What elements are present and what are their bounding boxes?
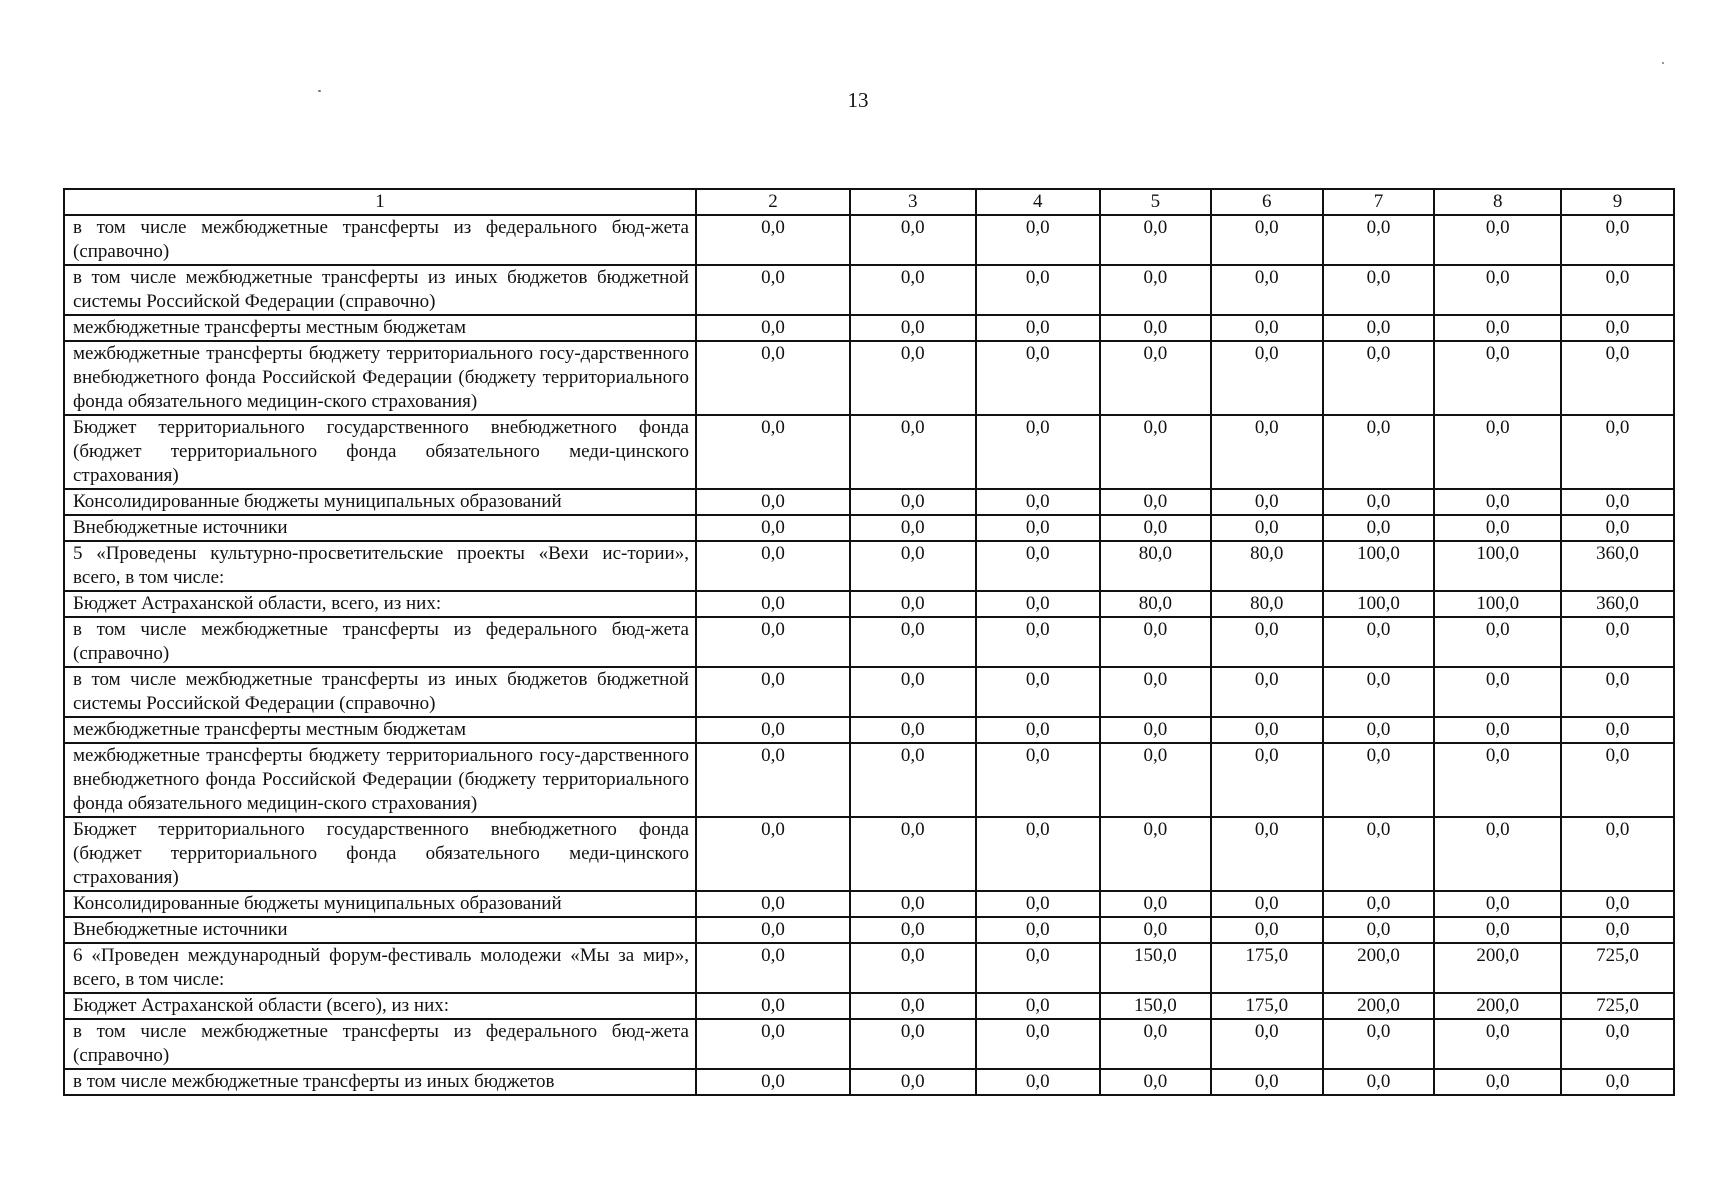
- header-row: [64, 189, 1674, 215]
- value-cell: 0,0: [850, 1069, 976, 1095]
- row-label: Консолидированные бюджеты муниципальных образований: [64, 891, 696, 917]
- value-cell: 100,0: [1323, 591, 1435, 617]
- value-cell: 200,0: [1434, 943, 1561, 993]
- table-row: [64, 743, 1674, 817]
- value-cell: 0,0: [1211, 341, 1323, 415]
- value-cell: 0,0: [1323, 891, 1435, 917]
- value-cell: 0,0: [696, 415, 850, 489]
- value-cell: 0,0: [696, 891, 850, 917]
- row-label: Бюджет Астраханской области, всего, из них:: [64, 591, 696, 617]
- value-cell: 0,0: [1561, 743, 1674, 817]
- value-cell: 0,0: [1434, 667, 1561, 717]
- value-cell: 0,0: [1434, 489, 1561, 515]
- value-cell: 0,0: [976, 1019, 1100, 1069]
- value-cell: 0,0: [850, 515, 976, 541]
- value-cell: 0,0: [850, 667, 976, 717]
- value-cell: 0,0: [1211, 1019, 1323, 1069]
- value-cell: 0,0: [1561, 265, 1674, 315]
- value-cell: 0,0: [850, 215, 976, 265]
- value-cell: 0,0: [1211, 717, 1323, 743]
- value-cell: 80,0: [1100, 541, 1211, 591]
- value-cell: 0,0: [976, 667, 1100, 717]
- value-cell: 0,0: [976, 943, 1100, 993]
- value-cell: 0,0: [1434, 743, 1561, 817]
- value-cell: 0,0: [850, 943, 976, 993]
- value-cell: 0,0: [1434, 215, 1561, 265]
- value-cell: 0,0: [976, 817, 1100, 891]
- scan-speck: [1662, 62, 1664, 64]
- value-cell: 100,0: [1323, 541, 1435, 591]
- row-label: Бюджет Астраханской области (всего), из них:: [64, 993, 696, 1019]
- value-cell: 0,0: [1561, 717, 1674, 743]
- value-cell: 0,0: [850, 917, 976, 943]
- value-cell: 0,0: [1323, 667, 1435, 717]
- table-row: [64, 993, 1674, 1019]
- value-cell: 0,0: [1323, 1069, 1435, 1095]
- value-cell: 0,0: [1323, 489, 1435, 515]
- value-cell: 0,0: [850, 541, 976, 591]
- value-cell: 0,0: [1434, 1019, 1561, 1069]
- row-label: межбюджетные трансферты бюджету территориального госу-дарственного внебюджетного фонда Российской Федерации (бюджету территориального фонда обязательного медицин-ского страхования): [64, 743, 696, 817]
- value-cell: 0,0: [976, 489, 1100, 515]
- value-cell: 0,0: [696, 817, 850, 891]
- value-cell: 725,0: [1561, 993, 1674, 1019]
- value-cell: 100,0: [1434, 591, 1561, 617]
- table-row: [64, 215, 1674, 265]
- column-header: 4: [976, 189, 1100, 215]
- table-row: [64, 1019, 1674, 1069]
- value-cell: 0,0: [696, 215, 850, 265]
- value-cell: 0,0: [850, 891, 976, 917]
- value-cell: 0,0: [1211, 315, 1323, 341]
- value-cell: 200,0: [1323, 993, 1435, 1019]
- value-cell: 0,0: [1100, 667, 1211, 717]
- column-header: 8: [1434, 189, 1561, 215]
- value-cell: 0,0: [1211, 891, 1323, 917]
- value-cell: 0,0: [1434, 717, 1561, 743]
- value-cell: 0,0: [976, 717, 1100, 743]
- value-cell: 0,0: [696, 265, 850, 315]
- value-cell: 0,0: [1100, 717, 1211, 743]
- value-cell: 0,0: [1211, 265, 1323, 315]
- value-cell: 0,0: [1561, 489, 1674, 515]
- value-cell: 0,0: [1561, 515, 1674, 541]
- value-cell: 0,0: [850, 265, 976, 315]
- table-row: [64, 817, 1674, 891]
- value-cell: 0,0: [1434, 265, 1561, 315]
- value-cell: 0,0: [850, 817, 976, 891]
- value-cell: 0,0: [1434, 917, 1561, 943]
- value-cell: 0,0: [1100, 1019, 1211, 1069]
- value-cell: 360,0: [1561, 541, 1674, 591]
- value-cell: 0,0: [1561, 817, 1674, 891]
- value-cell: 0,0: [976, 215, 1100, 265]
- value-cell: 0,0: [1211, 817, 1323, 891]
- value-cell: 0,0: [976, 315, 1100, 341]
- value-cell: 0,0: [976, 1069, 1100, 1095]
- value-cell: 0,0: [976, 993, 1100, 1019]
- row-label: Бюджет территориального государственного внебюджетного фонда (бюджет территориального фонда обязательного меди-цинского страхования): [64, 415, 696, 489]
- value-cell: 0,0: [696, 1069, 850, 1095]
- value-cell: 0,0: [1100, 817, 1211, 891]
- row-label: межбюджетные трансферты бюджету территориального госу-дарственного внебюджетного фонда Российской Федерации (бюджету территориального фонда обязательного медицин-ского страхования): [64, 341, 696, 415]
- value-cell: 0,0: [1211, 617, 1323, 667]
- column-header: 5: [1100, 189, 1211, 215]
- value-cell: 0,0: [1211, 489, 1323, 515]
- value-cell: 0,0: [1323, 265, 1435, 315]
- value-cell: 0,0: [976, 617, 1100, 667]
- value-cell: 360,0: [1561, 591, 1674, 617]
- value-cell: 0,0: [1561, 667, 1674, 717]
- table-row: [64, 515, 1674, 541]
- table-row: [64, 591, 1674, 617]
- value-cell: 0,0: [1561, 1019, 1674, 1069]
- row-label: межбюджетные трансферты местным бюджетам: [64, 315, 696, 341]
- value-cell: 0,0: [696, 743, 850, 817]
- table-row: [64, 917, 1674, 943]
- value-cell: 0,0: [976, 341, 1100, 415]
- value-cell: 200,0: [1434, 993, 1561, 1019]
- table-row: [64, 265, 1674, 315]
- value-cell: 0,0: [1211, 743, 1323, 817]
- value-cell: 0,0: [1561, 315, 1674, 341]
- value-cell: 0,0: [1561, 1069, 1674, 1095]
- row-label: в том числе межбюджетные трансферты из иных бюджетов бюджетной системы Российской Федерации (справочно): [64, 667, 696, 717]
- column-header: 6: [1211, 189, 1323, 215]
- value-cell: 0,0: [1323, 743, 1435, 817]
- row-label: Бюджет территориального государственного внебюджетного фонда (бюджет территориального фонда обязательного меди-цинского страхования): [64, 817, 696, 891]
- value-cell: 0,0: [1434, 617, 1561, 667]
- table-body: [64, 215, 1674, 1095]
- table-row: [64, 341, 1674, 415]
- value-cell: 0,0: [1100, 215, 1211, 265]
- table-row: [64, 541, 1674, 591]
- column-header: 3: [850, 189, 976, 215]
- value-cell: 0,0: [696, 1019, 850, 1069]
- value-cell: 0,0: [1100, 489, 1211, 515]
- value-cell: 0,0: [850, 415, 976, 489]
- value-cell: 0,0: [1100, 743, 1211, 817]
- value-cell: 0,0: [696, 993, 850, 1019]
- row-label: 5 «Проведены культурно-просветительские проекты «Вехи ис-тории», всего, в том числе:: [64, 541, 696, 591]
- value-cell: 0,0: [850, 617, 976, 667]
- value-cell: 0,0: [1323, 315, 1435, 341]
- value-cell: 0,0: [696, 315, 850, 341]
- value-cell: 0,0: [696, 943, 850, 993]
- value-cell: 0,0: [1211, 515, 1323, 541]
- value-cell: 0,0: [850, 315, 976, 341]
- table-row: [64, 667, 1674, 717]
- table-row: [64, 943, 1674, 993]
- value-cell: 0,0: [696, 617, 850, 667]
- value-cell: 0,0: [1100, 515, 1211, 541]
- table-row: [64, 617, 1674, 667]
- value-cell: 0,0: [1211, 415, 1323, 489]
- value-cell: 0,0: [1434, 515, 1561, 541]
- value-cell: 0,0: [850, 993, 976, 1019]
- value-cell: 0,0: [1323, 817, 1435, 891]
- table-row: [64, 891, 1674, 917]
- column-header: 9: [1561, 189, 1674, 215]
- value-cell: 0,0: [976, 265, 1100, 315]
- value-cell: 200,0: [1323, 943, 1435, 993]
- value-cell: 0,0: [696, 489, 850, 515]
- row-label: Внебюджетные источники: [64, 515, 696, 541]
- value-cell: 0,0: [1434, 415, 1561, 489]
- column-header: 7: [1323, 189, 1435, 215]
- row-label: в том числе межбюджетные трансферты из иных бюджетов: [64, 1069, 696, 1095]
- row-label: межбюджетные трансферты местным бюджетам: [64, 717, 696, 743]
- value-cell: 0,0: [1100, 891, 1211, 917]
- row-label: в том числе межбюджетные трансферты из федерального бюд-жета (справочно): [64, 215, 696, 265]
- value-cell: 0,0: [696, 541, 850, 591]
- value-cell: 175,0: [1211, 993, 1323, 1019]
- page-number: 13: [847, 88, 869, 112]
- value-cell: 0,0: [696, 667, 850, 717]
- value-cell: 0,0: [976, 891, 1100, 917]
- row-label: 6 «Проведен международный форум-фестиваль молодежи «Мы за мир», всего, в том числе:: [64, 943, 696, 993]
- value-cell: 0,0: [850, 743, 976, 817]
- value-cell: 0,0: [696, 515, 850, 541]
- value-cell: 0,0: [1211, 667, 1323, 717]
- value-cell: 0,0: [1323, 617, 1435, 667]
- value-cell: 0,0: [696, 717, 850, 743]
- value-cell: 0,0: [976, 515, 1100, 541]
- value-cell: 0,0: [696, 591, 850, 617]
- budget-table: [63, 188, 1675, 1096]
- value-cell: 0,0: [850, 489, 976, 515]
- value-cell: 0,0: [1211, 215, 1323, 265]
- value-cell: 0,0: [976, 591, 1100, 617]
- value-cell: 0,0: [976, 541, 1100, 591]
- value-cell: 0,0: [850, 341, 976, 415]
- value-cell: 0,0: [976, 743, 1100, 817]
- value-cell: 0,0: [1434, 891, 1561, 917]
- value-cell: 0,0: [1323, 215, 1435, 265]
- value-cell: 0,0: [1561, 917, 1674, 943]
- table-row: [64, 717, 1674, 743]
- value-cell: 0,0: [1100, 415, 1211, 489]
- value-cell: 0,0: [850, 1019, 976, 1069]
- table-row: [64, 1069, 1674, 1095]
- value-cell: 0,0: [1323, 415, 1435, 489]
- value-cell: 0,0: [1434, 315, 1561, 341]
- value-cell: 0,0: [976, 917, 1100, 943]
- value-cell: 0,0: [1323, 515, 1435, 541]
- value-cell: 0,0: [1100, 917, 1211, 943]
- column-header: 2: [696, 189, 850, 215]
- value-cell: 0,0: [976, 415, 1100, 489]
- value-cell: 0,0: [1561, 215, 1674, 265]
- value-cell: 80,0: [1211, 591, 1323, 617]
- value-cell: 0,0: [1323, 717, 1435, 743]
- value-cell: 0,0: [1434, 341, 1561, 415]
- value-cell: 725,0: [1561, 943, 1674, 993]
- value-cell: 0,0: [696, 341, 850, 415]
- value-cell: 0,0: [1434, 817, 1561, 891]
- value-cell: 0,0: [1211, 917, 1323, 943]
- column-header: 1: [64, 189, 696, 215]
- value-cell: 80,0: [1211, 541, 1323, 591]
- value-cell: 0,0: [1100, 341, 1211, 415]
- table-header: [64, 189, 1674, 215]
- value-cell: 0,0: [1100, 265, 1211, 315]
- value-cell: 0,0: [1100, 1069, 1211, 1095]
- value-cell: 0,0: [1211, 1069, 1323, 1095]
- value-cell: 0,0: [1100, 617, 1211, 667]
- table-row: [64, 415, 1674, 489]
- value-cell: 0,0: [1434, 1069, 1561, 1095]
- row-label: в том числе межбюджетные трансферты из иных бюджетов бюджетной системы Российской Федерации (справочно): [64, 265, 696, 315]
- value-cell: 0,0: [1561, 415, 1674, 489]
- scan-speck: [318, 90, 321, 92]
- table-row: [64, 489, 1674, 515]
- value-cell: 0,0: [1323, 917, 1435, 943]
- value-cell: 0,0: [850, 717, 976, 743]
- row-label: в том числе межбюджетные трансферты из федерального бюд-жета (справочно): [64, 1019, 696, 1069]
- value-cell: 0,0: [1561, 891, 1674, 917]
- value-cell: 0,0: [1323, 341, 1435, 415]
- row-label: Консолидированные бюджеты муниципальных образований: [64, 489, 696, 515]
- value-cell: 0,0: [1100, 315, 1211, 341]
- value-cell: 0,0: [850, 591, 976, 617]
- value-cell: 175,0: [1211, 943, 1323, 993]
- value-cell: 0,0: [1561, 341, 1674, 415]
- value-cell: 0,0: [1323, 1019, 1435, 1069]
- value-cell: 150,0: [1100, 943, 1211, 993]
- value-cell: 150,0: [1100, 993, 1211, 1019]
- value-cell: 0,0: [1561, 617, 1674, 667]
- row-label: в том числе межбюджетные трансферты из федерального бюд-жета (справочно): [64, 617, 696, 667]
- row-label: Внебюджетные источники: [64, 917, 696, 943]
- value-cell: 100,0: [1434, 541, 1561, 591]
- value-cell: 80,0: [1100, 591, 1211, 617]
- value-cell: 0,0: [696, 917, 850, 943]
- table-row: [64, 315, 1674, 341]
